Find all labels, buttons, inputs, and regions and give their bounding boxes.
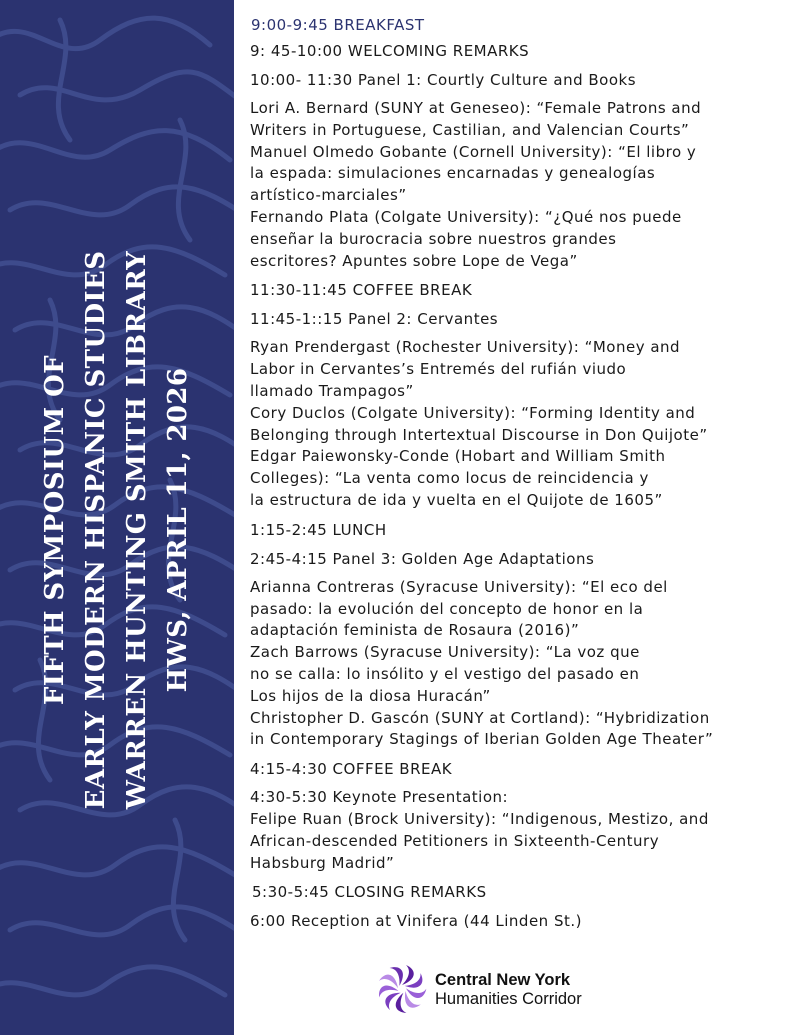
breakfast-item: 9:00-9:45 BREAKFAST — [251, 16, 425, 34]
logo-line-1: Central New York — [435, 971, 571, 989]
panel3-talks — [248, 577, 788, 751]
talk-line: Cory Duclos (Colgate University): “Forming Identity and — [250, 403, 696, 422]
talk-line: in Contemporary Stagings of Iberian Golden Age Theater” — [250, 730, 714, 749]
humanities-corridor-logo — [375, 962, 635, 1012]
lunch-item: 1:15-2:45 LUNCH — [250, 520, 387, 539]
symposium-title — [35, 251, 199, 810]
talk-line: Edgar Paiewonsky-Conde (Hobart and William Smith — [250, 447, 666, 466]
talk-line: Colleges): “La venta como locus de reincidencia y — [250, 469, 649, 488]
talk-line: escritores? Apuntes sobre Lope de Vega” — [250, 251, 578, 270]
talk-line: pasado: la evolución del concepto de honor en la — [250, 599, 644, 618]
panel2-talks — [248, 337, 788, 511]
keynote-heading: 4:30-5:30 Keynote Presentation: — [250, 788, 509, 807]
coffee-break-2: 4:15-4:30 COFFEE BREAK — [250, 760, 453, 779]
keynote-block — [248, 787, 788, 874]
coffee-break-1: 11:30-11:45 COFFEE BREAK — [250, 281, 473, 300]
reception-item: 6:00 Reception at Vinifera (44 Linden St.) — [250, 912, 582, 931]
talk-line: artístico-marciales” — [250, 186, 407, 205]
panel1-heading: 10:00- 11:30 Panel 1: Courtly Culture and Books — [250, 71, 637, 89]
talk-line: Fernando Plata (Colgate University): “¿Qué nos puede — [250, 207, 682, 226]
talk-line: Los hijos de la diosa Huracán” — [250, 686, 491, 705]
schedule-content — [248, 14, 788, 939]
closing-remarks-item: 5:30-5:45 CLOSING REMARKS — [252, 883, 487, 902]
talk-line: llamado Trampagos” — [250, 381, 414, 400]
talk-line: Habsburg Madrid” — [250, 853, 395, 872]
talk-line: la estructura de ida y vuelta en el Quijote de 1605” — [250, 490, 663, 509]
talk-line: African-descended Petitioners in Sixteenth-Century — [250, 831, 660, 850]
talk-line: adaptación feminista de Rosaura (2016)” — [250, 621, 580, 640]
title-line: WARREN HUNTING SMITH LIBRARY — [122, 250, 152, 810]
purple-swirl-icon — [375, 962, 429, 1016]
title-line: FIFTH SYMPOSIUM OF — [40, 354, 70, 706]
panel1-talks — [248, 98, 788, 272]
talk-line: Arianna Contreras (Syracuse University): “El eco del — [250, 577, 668, 596]
title-line: HWS, APRIL 11, 2026 — [163, 367, 193, 693]
logo-text — [435, 971, 582, 1008]
talk-line: enseñar la burocracia sobre nuestros grandes — [250, 229, 617, 248]
talk-line: Manuel Olmedo Gobante (Cornell University): “El libro y — [250, 142, 697, 161]
talk-line: Zach Barrows (Syracuse University): “La voz que — [250, 643, 640, 662]
logo-line-2: Humanities Corridor — [435, 990, 582, 1008]
panel2-heading: 11:45-1::15 Panel 2: Cervantes — [250, 310, 499, 329]
title-line: EARLY MODERN HISPANIC STUDIES — [81, 250, 111, 810]
sidebar-panel — [0, 0, 234, 1035]
talk-line: Felipe Ruan (Brock University): “Indigenous, Mestizo, and — [250, 809, 709, 828]
welcome-item: 9: 45-10:00 WELCOMING REMARKS — [250, 42, 530, 60]
talk-line: la espada: simulaciones encarnadas y genealogías — [250, 164, 656, 183]
talk-line: no se calla: lo insólito y el vestigo del pasado en — [250, 664, 640, 683]
talk-line: Christopher D. Gascón (SUNY at Cortland): “Hybridization — [250, 708, 710, 727]
talk-line: Writers in Portuguese, Castilian, and Valencian Courts” — [250, 120, 690, 139]
talk-line: Labor in Cervantes’s Entremés del rufián viudo — [250, 360, 627, 379]
talk-line: Belonging through Intertextual Discourse in Don Quijote” — [250, 425, 708, 444]
talk-line: Ryan Prendergast (Rochester University): “Money and — [250, 338, 681, 357]
panel3-heading: 2:45-4:15 Panel 3: Golden Age Adaptations — [250, 549, 595, 568]
talk-line: Lori A. Bernard (SUNY at Geneseo): “Female Patrons and — [250, 99, 702, 117]
